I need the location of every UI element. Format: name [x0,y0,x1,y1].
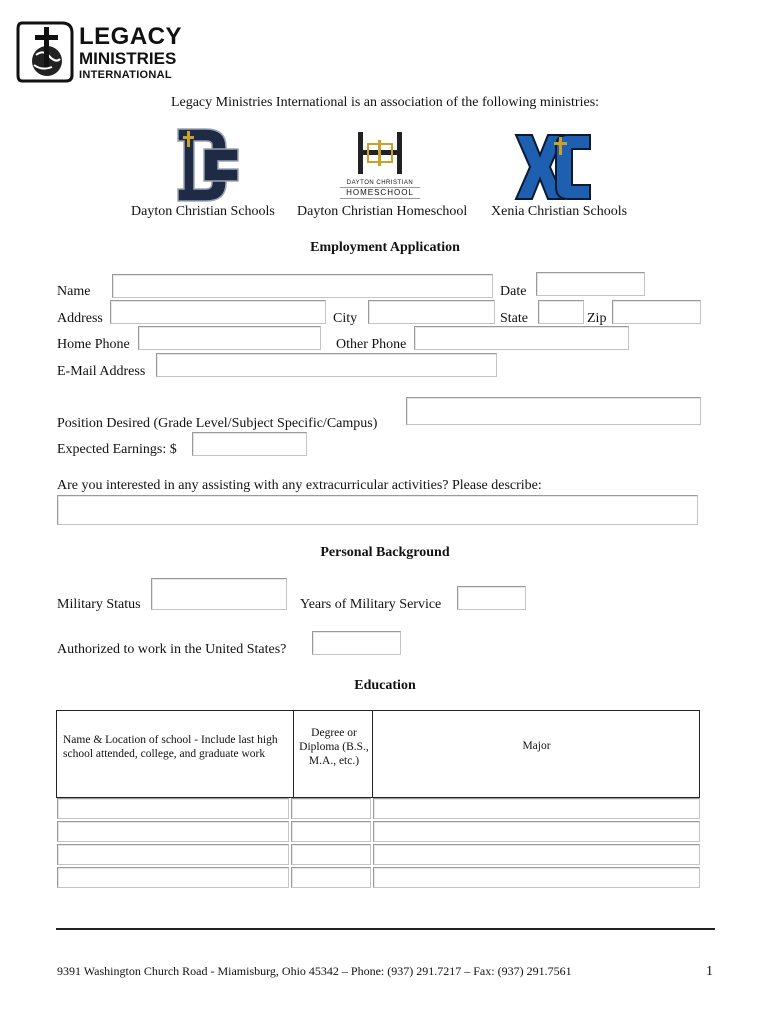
ministry-name-xc: Xenia Christian Schools [491,204,628,219]
earnings-field[interactable] [192,432,307,456]
legacy-cross-globe-icon [16,19,76,85]
dc-logo-icon [176,127,240,203]
footer-address: 9391 Washington Church Road - Miamisburg, Ohio 45342 – Phone: (937) 291.7217 – Fax: (937) 291.7561 [57,964,572,978]
authorized-label: Authorized to work in the United States? [57,642,287,657]
zip-label: Zip [587,311,607,326]
date-field[interactable] [536,272,645,296]
education-row-4-school[interactable] [57,867,289,888]
form-title: Employment Application [310,240,460,255]
education-header-school: Name & Location of school - Include last high school attended, college, and graduate work [63,734,278,760]
logo-word-international: INTERNATIONAL [79,69,172,81]
education-row-3-major[interactable] [373,844,700,865]
ministry-name-dc: Dayton Christian Schools [131,204,275,219]
extracurricular-field[interactable] [57,495,698,525]
education-col-divider-1 [293,710,294,798]
education-row-1-major[interactable] [373,798,700,819]
position-field[interactable] [406,397,701,425]
date-label: Date [500,284,527,299]
email-field[interactable] [156,353,497,377]
education-row-3-degree[interactable] [291,844,371,865]
education-row-1-degree[interactable] [291,798,371,819]
name-field[interactable] [112,274,493,298]
home-phone-field[interactable] [138,326,321,350]
state-label: State [500,311,528,326]
years-military-label: Years of Military Service [300,597,442,612]
homeschool-logo-icon [340,130,420,176]
home-phone-label: Home Phone [57,337,130,352]
personal-background-title: Personal Background [320,545,450,560]
logo-word-ministries: MINISTRIES [79,49,177,68]
education-row-2-major[interactable] [373,821,700,842]
address-label: Address [57,311,103,326]
email-label: E-Mail Address [57,364,146,379]
position-label: Position Desired (Grade Level/Subject Specific/Campus) [57,416,378,431]
homeschool-logo [340,130,420,204]
homeschool-logo-text-1: DAYTON CHRISTIAN [346,180,414,186]
legacy-logo [16,19,181,85]
state-field[interactable] [538,300,584,324]
education-header-major: Major [522,740,551,752]
education-row-3-school[interactable] [57,844,289,865]
address-field[interactable] [110,300,326,324]
education-row-4-degree[interactable] [291,867,371,888]
years-military-field[interactable] [457,586,526,610]
authorized-field[interactable] [312,631,401,655]
education-row-1-school[interactable] [57,798,289,819]
other-phone-label: Other Phone [336,337,407,352]
education-header-degree: Degree or Diploma (B.S., M.A., etc.) [299,727,369,767]
homeschool-logo-text-2: HOMESCHOOL [340,187,420,199]
education-col-divider-2 [372,710,373,798]
education-title: Education [354,678,416,693]
footer-rule [56,928,715,930]
education-row-4-major[interactable] [373,867,700,888]
page-number: 1 [706,964,713,979]
ministry-name-homeschool: Dayton Christian Homeschool [297,204,468,219]
earnings-label: Expected Earnings: $ [57,442,177,457]
logo-word-legacy: LEGACY [79,23,183,50]
name-label: Name [57,284,91,299]
military-status-field[interactable] [151,578,287,610]
military-status-label: Military Status [57,597,141,612]
xc-logo-icon [514,133,592,203]
city-label: City [333,311,358,326]
education-row-2-degree[interactable] [291,821,371,842]
zip-field[interactable] [612,300,701,324]
education-row-2-school[interactable] [57,821,289,842]
intro-text: Legacy Ministries International is an association of the following ministries: [170,95,600,110]
city-field[interactable] [368,300,495,324]
extracurricular-label: Are you interested in any assisting with any extracurricular activities? Please describe: [57,478,542,493]
other-phone-field[interactable] [414,326,629,350]
